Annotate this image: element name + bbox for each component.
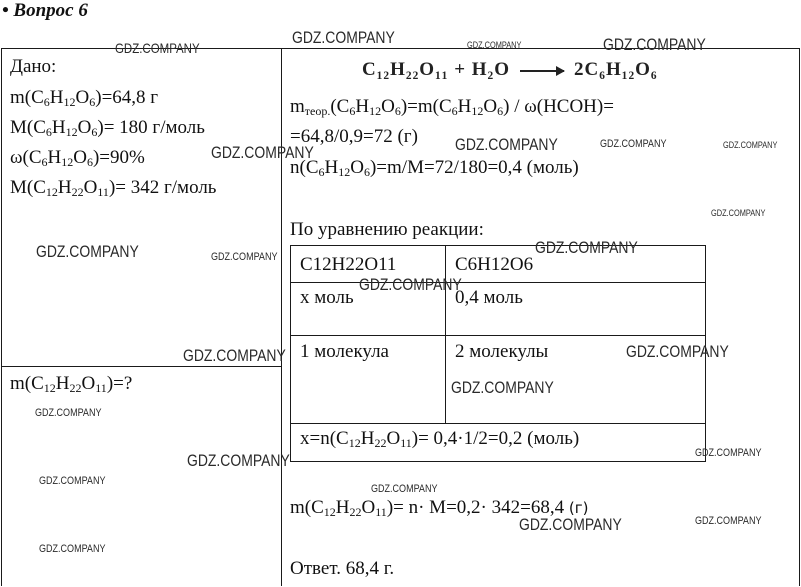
- solution-sucrose-mass: $m(C_{12}H_{22}O_{11})= n\cdot M=0,2\cdot 342=68,4$ (г): [290, 497, 589, 519]
- watermark: GDZ.COMPANY: [39, 543, 106, 555]
- watermark: GDZ.COMPANY: [371, 483, 438, 495]
- find-sucrose-mass: $m(C_{12}H_{22}O_{11})=$?: [10, 373, 133, 395]
- watermark: GDZ.COMPANY: [603, 35, 706, 54]
- watermark: GDZ.COMPANY: [451, 378, 554, 397]
- table-cell-x-mol: x моль: [300, 287, 354, 308]
- by-equation-label: По уравнению реакции:: [290, 219, 484, 240]
- watermark: GDZ.COMPANY: [187, 451, 290, 470]
- table-header-sucrose: C12H22O11: [300, 254, 397, 275]
- watermark: GDZ.COMPANY: [35, 407, 102, 419]
- frame-right: [799, 48, 800, 586]
- watermark: GDZ.COMPANY: [519, 515, 622, 534]
- answer: Ответ. 68,4 г.: [290, 558, 395, 579]
- given-find-divider: [1, 366, 282, 367]
- arrow-icon: [520, 70, 564, 72]
- table-cell-2-molecules: 2 молекулы: [455, 341, 549, 362]
- table-row-divider-3: [290, 423, 705, 424]
- table-col-divider: [445, 245, 446, 423]
- watermark: GDZ.COMPANY: [467, 40, 522, 50]
- solution-moles-glucose: $n(C_6H_{12}O_6)=m/M=72/180=0,4$ (моль): [290, 157, 579, 179]
- watermark: GDZ.COMPANY: [695, 447, 762, 459]
- solution-theoretical-mass: $m_{теор.}(C_6H_{12}O_6)=m(C_6H_{12}O_6)$ / ω(HCOH)=: [290, 96, 614, 118]
- watermark: GDZ.COMPANY: [292, 28, 395, 47]
- watermark: GDZ.COMPANY: [211, 143, 314, 162]
- watermark: GDZ.COMPANY: [535, 238, 638, 257]
- given-yield-glucose: $\omega(C_6H_{12}O_6)=90\%$: [10, 147, 145, 169]
- table-row-divider-1: [290, 282, 705, 283]
- given-mass-glucose: $m(C_6H_{12}O_6)=64,8$ г: [10, 87, 159, 109]
- given-header: Дано:: [10, 56, 57, 77]
- table-calc-row: $x=n(C_{12}H_{22}O_{11})= 0,4\cdot 1/2=0,2$ (моль): [300, 428, 580, 450]
- watermark: GDZ.COMPANY: [115, 40, 200, 56]
- watermark: GDZ.COMPANY: [695, 515, 762, 527]
- frame-left: [1, 48, 2, 586]
- table-row-divider-2: [290, 335, 705, 336]
- watermark: GDZ.COMPANY: [626, 342, 729, 361]
- table-header-glucose: C6H12O6: [455, 254, 534, 275]
- watermark: GDZ.COMPANY: [359, 275, 462, 294]
- watermark: GDZ.COMPANY: [723, 140, 778, 150]
- table-cell-1-molecule: 1 молекула: [300, 341, 389, 362]
- given-molar-mass-glucose: $M(C_6H_{12}O_6)= 180$ г/моль: [10, 117, 205, 139]
- question-title: • Вопрос 6: [2, 0, 88, 21]
- watermark: GDZ.COMPANY: [183, 346, 286, 365]
- watermark: GDZ.COMPANY: [711, 208, 766, 218]
- reaction-equation: C₁₂H₂₂O₁₁ + H₂O 2C₆H₁₂O₆: [362, 59, 658, 80]
- table-cell-0-4-mol: 0,4 моль: [455, 287, 523, 308]
- frame-divider: [281, 48, 282, 586]
- given-molar-mass-sucrose: $M(C_{12}H_{22}O_{11})= 342$ г/моль: [10, 177, 217, 199]
- watermark: GDZ.COMPANY: [211, 251, 278, 263]
- watermark: GDZ.COMPANY: [455, 135, 558, 154]
- watermark: GDZ.COMPANY: [600, 138, 667, 150]
- solution-theoretical-value: =64,8/0,9=72 (г): [290, 126, 418, 147]
- watermark: GDZ.COMPANY: [39, 475, 106, 487]
- watermark: GDZ.COMPANY: [36, 242, 139, 261]
